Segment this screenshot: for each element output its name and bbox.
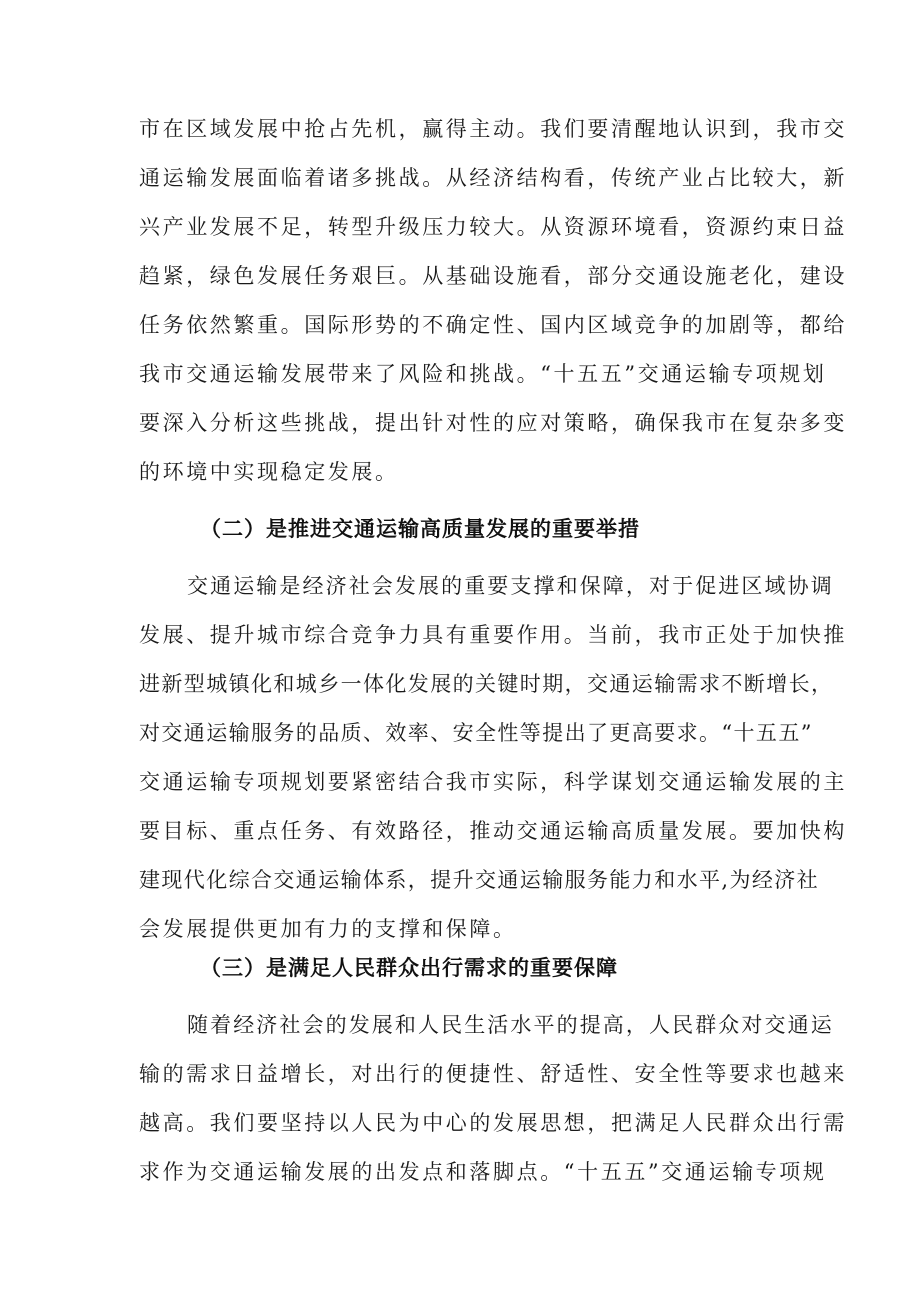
paragraph-line: 趋紧，绿色发展任务艰巨。从基础设施看，部分交通设施老化，建设 xyxy=(139,264,847,288)
section-heading-3: （三）是满足人民群众出行需求的重要保障 xyxy=(200,956,618,980)
paragraph-line: 兴产业发展不足，转型升级压力较大。从资源环境看，资源约束日益 xyxy=(139,215,847,239)
paragraph-line: 通运输发展面临着诸多挑战。从经济结构看，传统产业占比较大，新 xyxy=(139,166,847,190)
paragraph-line: 会发展提供更加有力的支撑和保障。 xyxy=(139,917,517,941)
paragraph-line: 交通运输专项规划要紧密结合我市实际，科学谋划交通运输发展的主 xyxy=(139,770,847,794)
paragraph-line: 建现代化综合交通运输体系，提升交通运输服务能力和水平,为经济社 xyxy=(139,868,820,892)
paragraph-line: 随着经济社会的发展和人民生活水平的提高，人民群众对交通运 xyxy=(187,1013,834,1037)
paragraph-line: 越高。我们要坚持以人民为中心的发展思想，把满足人民群众出行需 xyxy=(139,1111,847,1135)
paragraph-line: 求作为交通运输发展的出发点和落脚点。“十五五”交通运输专项规 xyxy=(139,1160,827,1184)
paragraph-line: 的环境中实现稳定发展。 xyxy=(139,460,399,484)
paragraph-line: 输的需求日益增长，对出行的便捷性、舒适性、安全性等要求也越来 xyxy=(139,1062,847,1086)
paragraph-line: 要深入分析这些挑战，提出针对性的应对策略，确保我市在复杂多变 xyxy=(139,411,847,435)
paragraph-line: 要目标、重点任务、有效路径，推动交通运输高质量发展。要加快构 xyxy=(139,819,847,843)
paragraph-line: 市在区域发展中抢占先机，赢得主动。我们要清醒地认识到，我市交 xyxy=(139,117,847,141)
paragraph-line: 交通运输是经济社会发展的重要支撑和保障，对于促进区域协调 xyxy=(187,574,834,598)
paragraph-line: 对交通运输服务的品质、效率、安全性等提出了更高要求。“十五五” xyxy=(139,721,813,745)
paragraph-line: 我市交通运输发展带来了风险和挑战。“十五五”交通运输专项规划 xyxy=(139,362,827,386)
section-heading-2: （二）是推进交通运输高质量发展的重要举措 xyxy=(200,517,640,541)
paragraph-line: 进新型城镇化和城乡一体化发展的关键时期，交通运输需求不断增长， xyxy=(139,672,834,696)
paragraph-line: 任务依然繁重。国际形势的不确定性、国内区域竞争的加剧等，都给 xyxy=(139,313,847,337)
paragraph-line: 发展、提升城市综合竞争力具有重要作用。当前，我市正处于加快推 xyxy=(139,623,847,647)
